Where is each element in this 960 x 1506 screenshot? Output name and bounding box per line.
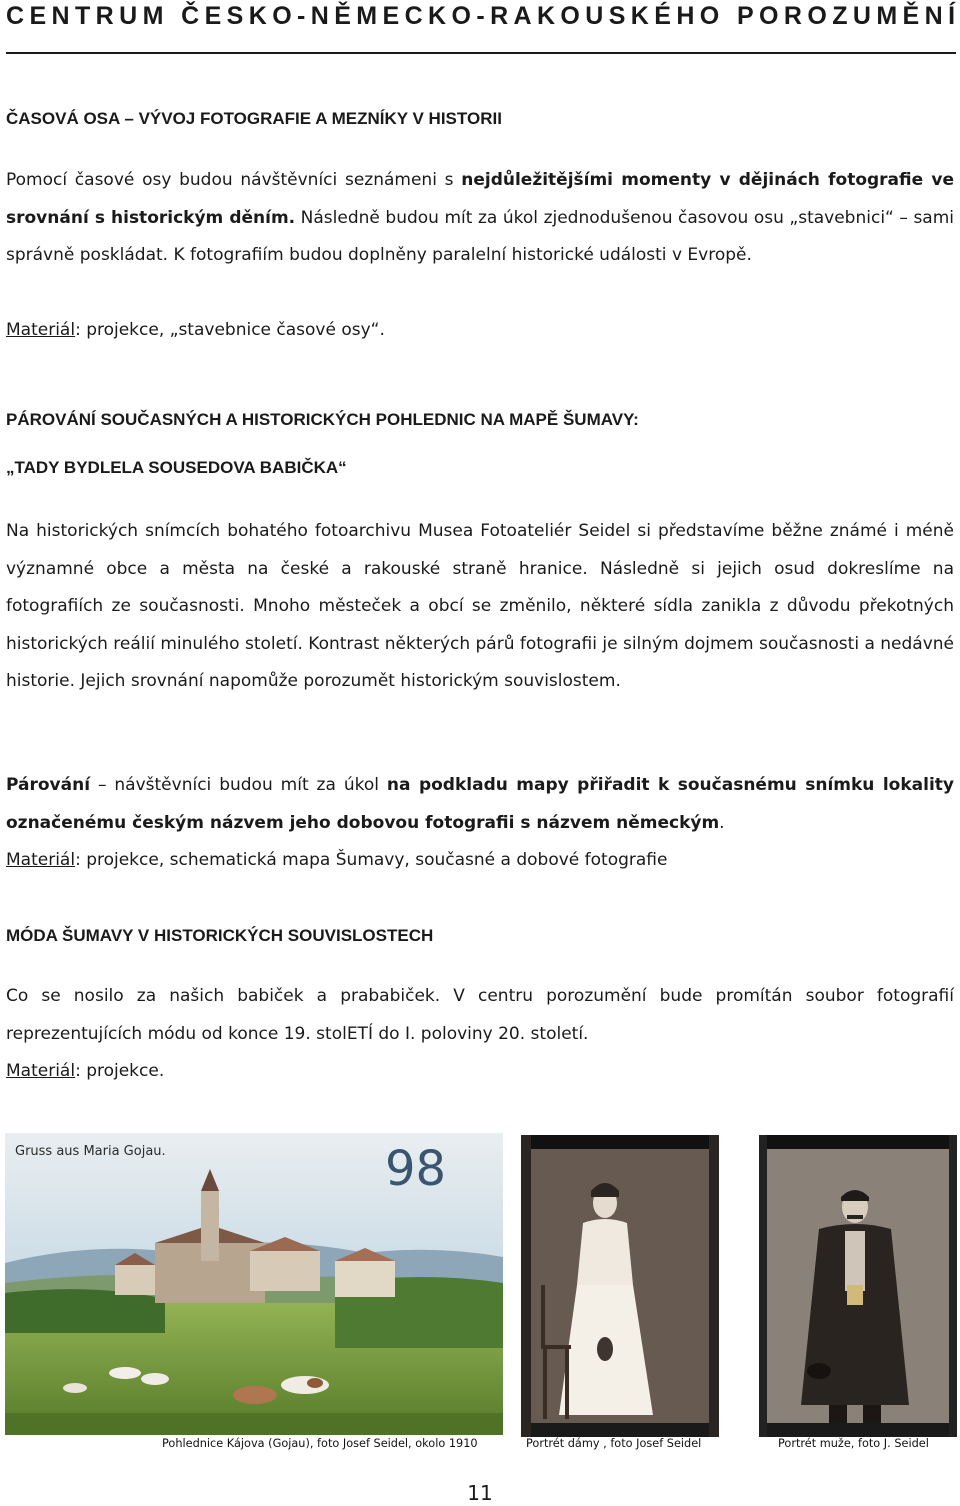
material-label: Materiál — [6, 1061, 76, 1081]
section-subheading-pairing: „TADY BYDLELA SOUSEDOVA BABIČKA“ — [6, 458, 347, 477]
caption-man-portrait: Portrét muže, foto J. Seidel — [778, 1437, 929, 1450]
portrait-woman-image — [521, 1135, 719, 1437]
portrait-man-image — [759, 1135, 957, 1437]
pairing-text-bold: na podkladu mapy přiřadit k současnému snímku lokality označenému českým názvem jeho dobovou fotografii s názvem německým — [6, 775, 954, 833]
fashion-paragraph: Co se nosilo za našich babiček a prababiček. V centru porozumění bude promítán soubor fotografií reprezentujících módu od konce 19. stolETÍ do I. poloviny 20. století. — [6, 986, 954, 1044]
timeline-paragraph — [6, 162, 954, 275]
fashion-material — [6, 1053, 954, 1091]
section-heading-fashion: MÓDA ŠUMAVY V HISTORICKÝCH SOUVISLOSTECH — [6, 926, 434, 945]
material-text: : projekce. — [75, 1061, 165, 1081]
section-heading-timeline: ČASOVÁ OSA – VÝVOJ FOTOGRAFIE A MEZNÍKY V HISTORII — [6, 109, 502, 128]
material-text: : projekce, schematická mapa Šumavy, současné a dobové fotografie — [75, 850, 668, 870]
header-divider — [6, 52, 956, 54]
material-text: : projekce, „stavebnice časové osy“. — [75, 320, 385, 340]
material-label: Materiál — [6, 850, 76, 870]
timeline-text-bold: nejdůležitějšími momenty v dějinách fotografie ve srovnání s historickým děním. — [6, 170, 955, 228]
page-number: 11 — [467, 1481, 493, 1505]
document-header-title: CENTRUM ČESKO-NĚMECKO-RAKOUSKÉHO POROZUMĚNÍ — [6, 2, 960, 30]
material-label: Materiál — [6, 320, 76, 340]
timeline-text-a: Pomocí časové osy budou návštěvníci seznámeni s — [6, 170, 462, 190]
section-heading-pairing: PÁROVÁNÍ SOUČASNÝCH A HISTORICKÝCH POHLEDNIC NA MAPĚ ŠUMAVY: — [6, 410, 639, 429]
timeline-material — [6, 312, 954, 350]
pairing-text-d: . — [719, 812, 725, 833]
timeline-text-c: Následně budou mít za úkol zjednodušenou časovou osu „stavebnici“ – sami správně poskládat. K fotografiím budou doplněny paralelní historické události v Evropě. — [6, 207, 955, 265]
caption-postcard: Pohlednice Kájova (Gojau), foto Josef Seidel, okolo 1910 — [162, 1437, 478, 1450]
postcard-greeting-text: Gruss aus Maria Gojau. — [15, 1144, 166, 1159]
postcard-number: 98 — [385, 1141, 447, 1197]
pairing-material — [6, 842, 954, 880]
pairing-text-b: – návštěvníci budou mít za úkol — [90, 775, 387, 795]
postcard-kajov-image — [5, 1133, 503, 1435]
pairing-term: Párování — [6, 775, 91, 795]
pairing-task-paragraph — [6, 767, 954, 842]
caption-woman-portrait: Portrét dámy , foto Josef Seidel — [526, 1437, 702, 1450]
pairing-paragraph: Na historických snímcích bohatého fotoarchivu Musea Fotoateliér Seidel si představíme běžne známé i méně významné obce a města na české a rakouské straně hranice. Následně si jejich osud dokreslíme na fotografiích ze současnosti. Mnoho městeček a obcí se změnilo, některé sídla zanikla z důvodu překotných historických reálií minulého století. Kontrast některých párů fotografii je silným dojmem současnosti a nedávné historie. Jejich srovnání napomůže porozumět historickým souvislostem. — [6, 521, 954, 691]
